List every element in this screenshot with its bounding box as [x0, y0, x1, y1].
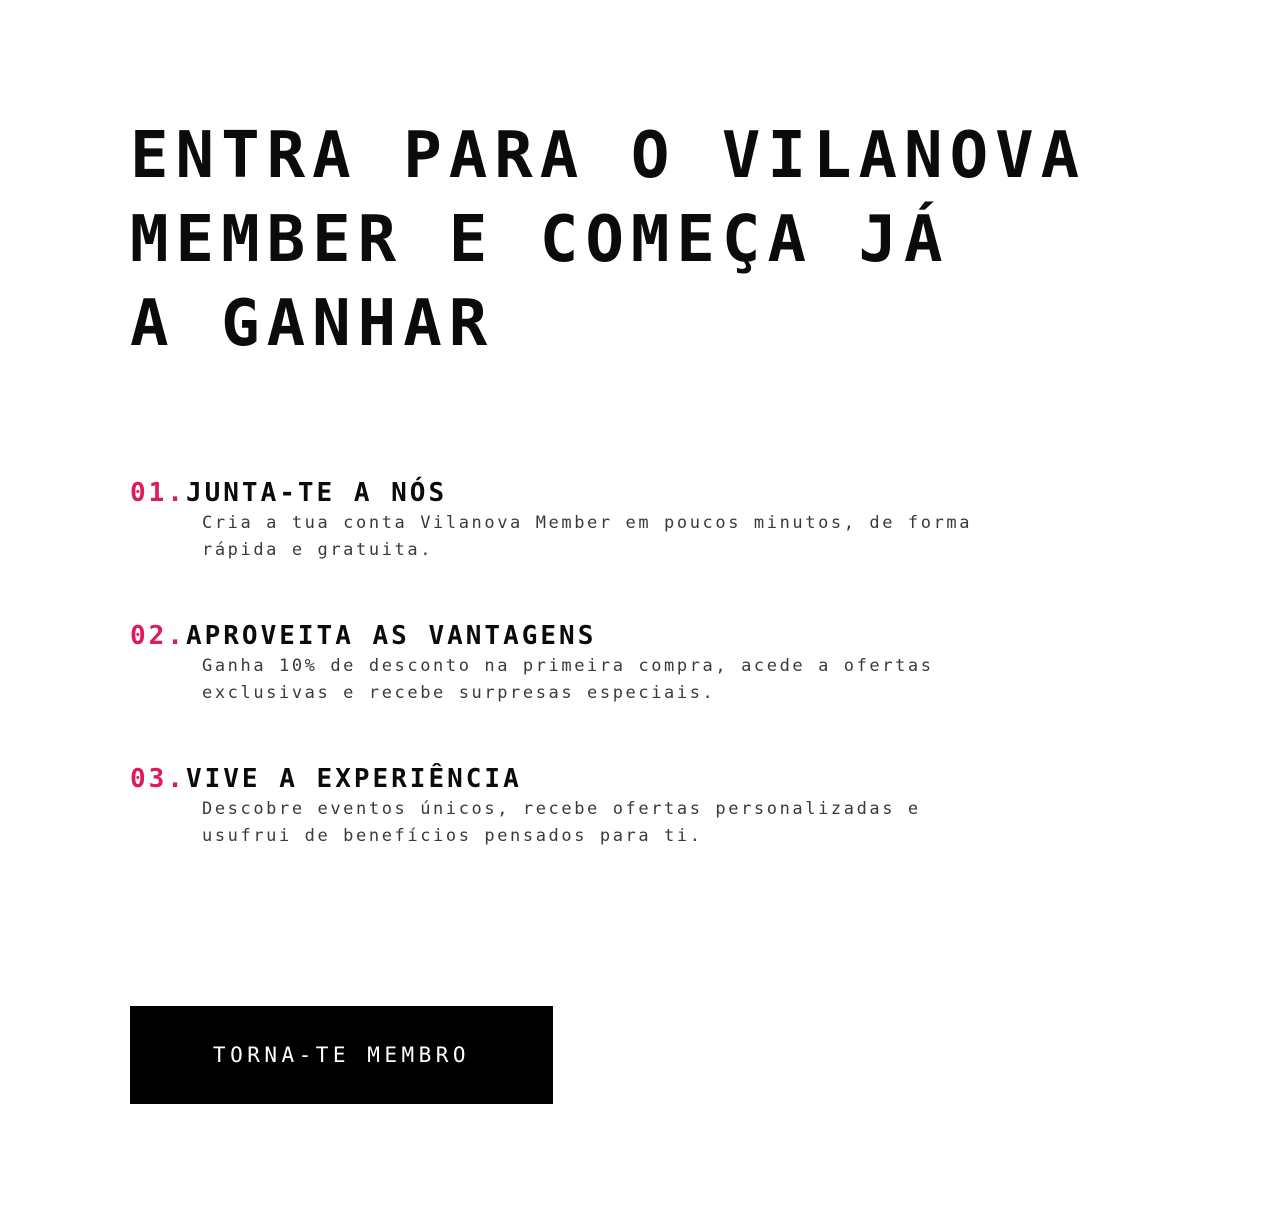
- step-description: Ganha 10% de desconto na primeira compra, acede a ofertas exclusivas e recebe surpresas especiais.: [202, 656, 934, 703]
- step-title: VIVE A EXPERIÊNCIA: [185, 764, 522, 794]
- steps-list: [130, 476, 1130, 905]
- step-number: 03.: [130, 764, 186, 794]
- step-number: 01.: [130, 478, 186, 508]
- page-title-line-3: A GANHAR: [130, 287, 495, 361]
- become-member-button[interactable]: TORNA-TE MEMBRO: [130, 1006, 553, 1104]
- membership-page: [130, 0, 1250, 1220]
- step-item-benefits: [130, 619, 1130, 762]
- step-number: 02.: [130, 621, 186, 651]
- step-description: Descobre eventos únicos, recebe ofertas personalizadas e usufrui de benefícios pensados para ti.: [202, 799, 921, 846]
- step-item-join: [130, 476, 1130, 619]
- step-title: JUNTA-TE A NÓS: [185, 478, 448, 508]
- step-heading: [130, 476, 1130, 510]
- page-title: [130, 114, 1086, 366]
- page-title-line-1: ENTRA PARA O VILANOVA: [130, 119, 1087, 193]
- step-title: APROVEITA AS VANTAGENS: [185, 621, 597, 651]
- page-title-line-2: MEMBER E COMEÇA JÁ: [130, 203, 950, 277]
- step-heading: [130, 619, 1130, 653]
- step-item-experience: [130, 762, 1130, 905]
- step-description: Cria a tua conta Vilanova Member em poucos minutos, de forma rápida e gratuita.: [202, 513, 973, 560]
- step-heading: [130, 762, 1130, 796]
